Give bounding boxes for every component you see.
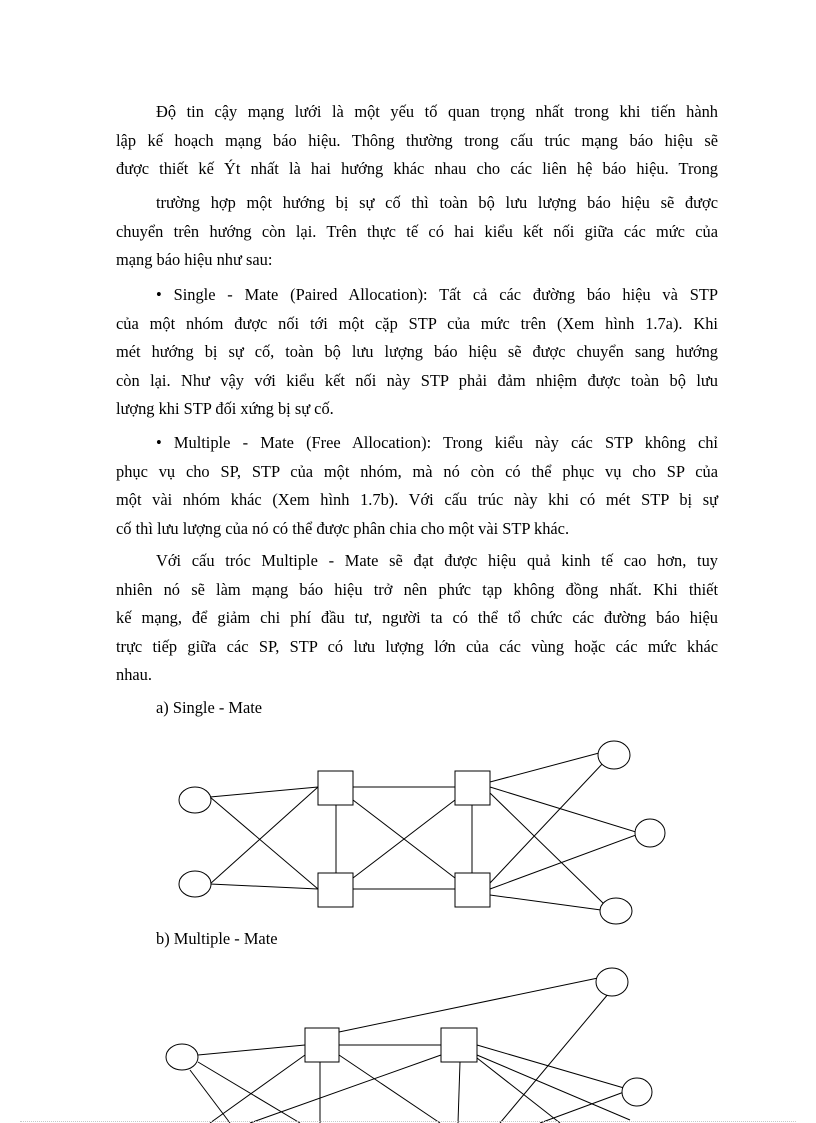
- page-bottom-edge: [20, 1121, 796, 1122]
- text-line: mét hướng bị sự cố, toàn bộ lưu lượng báo hiệu sẽ được chuyển sang hướng: [116, 342, 718, 361]
- text-line: kế mạng, để giảm chi phí đầu tư, người ta có thể tổ chức các đường báo hiệu: [116, 608, 718, 627]
- signaling-link: [339, 1055, 440, 1123]
- text-line: lập kế hoạch mạng báo hiệu. Thông thường trong cấu trúc mạng báo hiệu sẽ: [116, 130, 718, 150]
- text-line: mạng báo hiệu như sau:: [116, 250, 273, 269]
- text-line: còn lại. Như vậy với kiểu kết nối này STP phải đảm nhiệm được toàn bộ lưu: [116, 370, 718, 390]
- signaling-link: [339, 978, 598, 1032]
- signaling-link: [540, 1092, 624, 1123]
- sp-node-b-1: [166, 1044, 198, 1070]
- signaling-link: [210, 1055, 305, 1123]
- text-line: của một nhóm được nối tới một cặp STP của mức trên (Xem hình 1.7a). Khi: [116, 313, 718, 333]
- text-line: cố thì lưu lượng của nó có thể được phân chia cho một vài STP khác.: [116, 518, 570, 538]
- figure-b-label: b) Multiple - Mate: [156, 929, 278, 948]
- text-line: • Multiple - Mate (Free Allocation): Trong kiểu này các STP không chỉ: [156, 433, 718, 452]
- text-line: Độ tin cậy mạng lưới là một yếu tố quan trọng nhất trong khi tiến hành: [156, 102, 718, 121]
- text-line: • Single - Mate (Paired Allocation): Tất cả các đường báo hiệu và STP: [156, 285, 718, 304]
- text-line: Với cấu tróc Multiple - Mate sẽ đạt được hiệu quả kinh tế cao hơn, tuy: [156, 551, 718, 570]
- signaling-link: [477, 1055, 630, 1120]
- signaling-link: [250, 1055, 441, 1123]
- text-line: trực tiếp giữa các SP, STP có lưu lượng lớn của các vùng hoặc các mức khác: [116, 636, 718, 656]
- text-line: chuyển trên hướng còn lại. Trên thực tế có hai kiểu kết nối giữa các mức của: [116, 221, 718, 241]
- signaling-link: [477, 1045, 624, 1088]
- signaling-link: [477, 1058, 560, 1123]
- text-line: trường hợp một hướng bị sự cố thì toàn bộ lưu lượng báo hiệu sẽ được: [156, 193, 718, 212]
- stp-node-b-2: [441, 1028, 477, 1062]
- text-line: phục vụ cho SP, STP của một nhóm, mà nó còn có thể phục vụ cho SP của: [116, 461, 718, 481]
- signaling-link: [458, 1062, 460, 1123]
- text-line: nhau.: [116, 665, 152, 684]
- signaling-link: [198, 1045, 305, 1055]
- figure-b-links: [190, 978, 630, 1123]
- text-line: một vài nhóm khác (Xem hình 1.7b). Với cấu trúc này khi có mét STP bị sự: [116, 490, 718, 509]
- text-line: lượng khi STP đối xứng bị sự cố.: [116, 399, 334, 418]
- text-line: được thiết kế Ýt nhất là hai hướng khác nhau cho các liên hệ báo hiệu. Trong: [116, 159, 718, 178]
- sp-node-b-2: [596, 968, 628, 996]
- text-line: nhiên nó sẽ làm mạng báo hiệu trở nên phức tạp không đồng nhất. Khi thiết: [116, 579, 718, 599]
- signaling-link: [198, 1062, 300, 1123]
- sp-node-b-3: [622, 1078, 652, 1106]
- figure-a-label: a) Single - Mate: [156, 698, 263, 717]
- stp-node-b-1: [305, 1028, 339, 1062]
